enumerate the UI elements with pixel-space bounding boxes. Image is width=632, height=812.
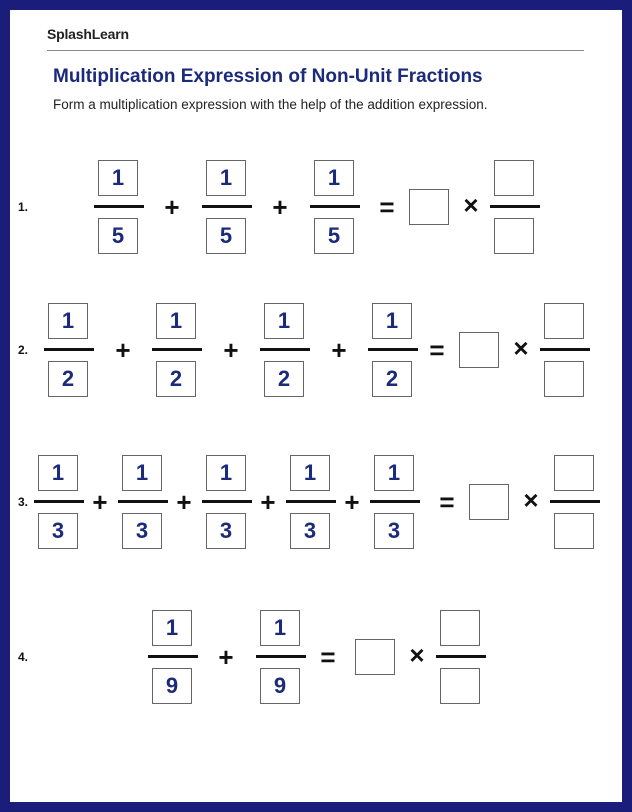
problem-number: 2.	[18, 343, 29, 357]
fraction-numerator: 1	[152, 610, 192, 646]
fraction-numerator: 1	[48, 303, 88, 339]
fraction-numerator: 1	[314, 160, 354, 196]
fraction	[34, 455, 84, 551]
fraction-numerator: 1	[374, 455, 414, 491]
fraction-numerator: 1	[98, 160, 138, 196]
fraction-denominator: 5	[206, 218, 246, 254]
answer-box-numerator[interactable]	[544, 303, 584, 339]
fraction-bar	[256, 655, 306, 658]
fraction	[286, 455, 336, 551]
plus-sign: +	[218, 642, 234, 672]
fraction-bar	[310, 205, 360, 208]
fraction-denominator: 2	[48, 361, 88, 397]
equals-sign: =	[429, 335, 445, 365]
fraction-denominator: 2	[156, 361, 196, 397]
fraction-denominator: 3	[374, 513, 414, 549]
fraction-denominator: 2	[372, 361, 412, 397]
plus-sign: +	[164, 192, 180, 222]
answer-box-whole[interactable]	[409, 189, 449, 225]
fraction	[256, 610, 306, 706]
fraction-bar	[550, 500, 600, 503]
times-sign: ×	[463, 190, 479, 220]
answer-box-numerator[interactable]	[554, 455, 594, 491]
fraction-denominator: 9	[260, 668, 300, 704]
fraction-denominator: 3	[290, 513, 330, 549]
fraction-bar	[44, 348, 94, 351]
answer-fraction	[490, 160, 540, 256]
fraction-numerator: 1	[372, 303, 412, 339]
fraction-bar	[490, 205, 540, 208]
problem-number: 1.	[18, 200, 29, 214]
equals-sign: =	[379, 192, 395, 222]
fraction-bar	[286, 500, 336, 503]
worksheet-title: Multiplication Expression of Non-Unit Fractions	[53, 66, 483, 87]
header-divider	[47, 50, 584, 51]
answer-box-denominator[interactable]	[440, 668, 480, 704]
fraction-denominator: 5	[314, 218, 354, 254]
fraction	[202, 455, 252, 551]
fraction-bar	[202, 205, 252, 208]
fraction-bar	[202, 500, 252, 503]
brand-logo: SplashLearn	[47, 26, 129, 42]
plus-sign: +	[272, 192, 288, 222]
fraction-denominator: 5	[98, 218, 138, 254]
fraction	[44, 303, 94, 399]
fraction-bar	[148, 655, 198, 658]
answer-box-numerator[interactable]	[440, 610, 480, 646]
answer-box-denominator[interactable]	[554, 513, 594, 549]
fraction-bar	[94, 205, 144, 208]
plus-sign: +	[92, 487, 108, 517]
plus-sign: +	[115, 335, 131, 365]
fraction-bar	[260, 348, 310, 351]
fraction-denominator: 2	[264, 361, 304, 397]
times-sign: ×	[523, 485, 539, 515]
fraction-numerator: 1	[122, 455, 162, 491]
fraction-numerator: 1	[206, 160, 246, 196]
problem-number: 4.	[18, 650, 29, 664]
answer-fraction	[436, 610, 486, 706]
answer-fraction	[550, 455, 600, 551]
fraction	[94, 160, 144, 256]
fraction-numerator: 1	[156, 303, 196, 339]
answer-box-whole[interactable]	[469, 484, 509, 520]
fraction-denominator: 9	[152, 668, 192, 704]
fraction-bar	[34, 500, 84, 503]
fraction-numerator: 1	[206, 455, 246, 491]
fraction-numerator: 1	[260, 610, 300, 646]
fraction	[260, 303, 310, 399]
fraction	[202, 160, 252, 256]
plus-sign: +	[176, 487, 192, 517]
fraction-numerator: 1	[290, 455, 330, 491]
fraction	[152, 303, 202, 399]
fraction-numerator: 1	[38, 455, 78, 491]
equals-sign: =	[320, 642, 336, 672]
fraction-denominator: 3	[206, 513, 246, 549]
plus-sign: +	[223, 335, 239, 365]
times-sign: ×	[409, 640, 425, 670]
fraction-bar	[368, 348, 418, 351]
plus-sign: +	[331, 335, 347, 365]
worksheet-instruction: Form a multiplication expression with the help of the addition expression.	[53, 97, 488, 112]
fraction	[310, 160, 360, 256]
fraction-bar	[436, 655, 486, 658]
fraction	[118, 455, 168, 551]
fraction-denominator: 3	[38, 513, 78, 549]
problem-number: 3.	[18, 495, 29, 509]
fraction-bar	[118, 500, 168, 503]
fraction-numerator: 1	[264, 303, 304, 339]
answer-box-denominator[interactable]	[494, 218, 534, 254]
answer-box-whole[interactable]	[459, 332, 499, 368]
fraction	[370, 455, 420, 551]
plus-sign: +	[344, 487, 360, 517]
equals-sign: =	[439, 487, 455, 517]
fraction-bar	[370, 500, 420, 503]
plus-sign: +	[260, 487, 276, 517]
answer-fraction	[540, 303, 590, 399]
fraction	[148, 610, 198, 706]
times-sign: ×	[513, 333, 529, 363]
answer-box-whole[interactable]	[355, 639, 395, 675]
fraction-denominator: 3	[122, 513, 162, 549]
answer-box-numerator[interactable]	[494, 160, 534, 196]
fraction-bar	[152, 348, 202, 351]
fraction-bar	[540, 348, 590, 351]
answer-box-denominator[interactable]	[544, 361, 584, 397]
worksheet-page	[10, 10, 622, 802]
fraction	[368, 303, 418, 399]
